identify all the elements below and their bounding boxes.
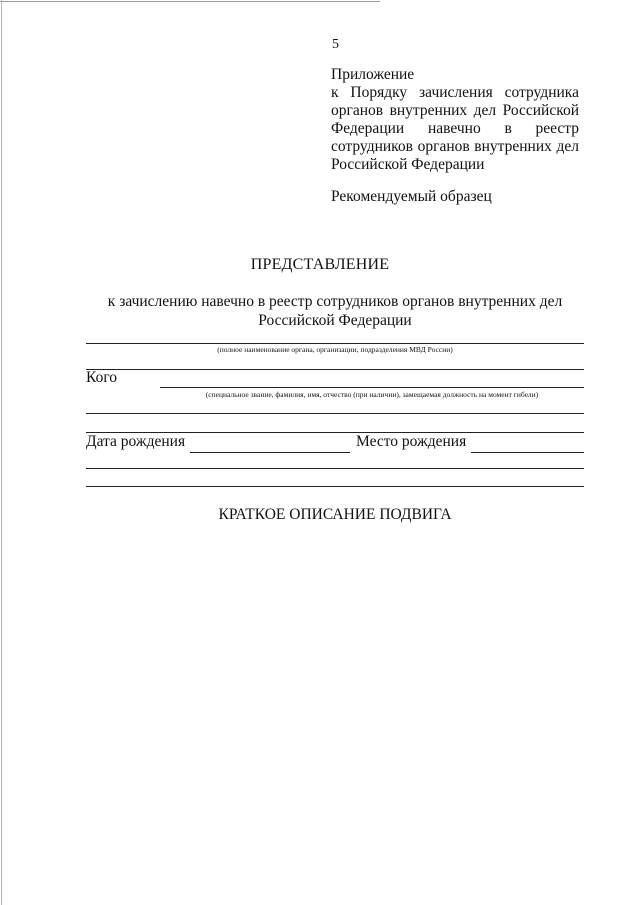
appendix-line: органов внутренних дел Российской: [331, 102, 579, 119]
whom-caption: (специальное звание, фамилия, имя, отчество (при наличии), замещаемая должность на момент гибели): [205, 390, 539, 399]
appendix-line: Федерации навечно в реестр: [331, 120, 579, 137]
whom-continuation-line[interactable]: [86, 413, 584, 414]
appendix-line: Приложение: [331, 66, 415, 83]
document-subtitle: к зачислению навечно в реестр сотрудников органов внутренних дел Российской Федерации: [107, 293, 563, 329]
appendix-block: [331, 66, 579, 174]
appendix-line: сотрудников органов внутренних дел: [331, 138, 579, 155]
birth-date-label: Дата рождения: [86, 433, 186, 450]
whom-label: Кого: [86, 369, 118, 386]
scan-top-edge-line: [0, 1, 380, 2]
birth-date-field-line[interactable]: [190, 452, 350, 453]
organ-name-caption: (полное наименование органа, организации, подразделения МВД России): [217, 345, 453, 354]
page-number: 5: [332, 37, 339, 52]
section-heading: КРАТКОЕ ОПИСАНИЕ ПОДВИГА: [218, 506, 452, 523]
appendix-line: Российской Федерации: [331, 156, 485, 173]
birth-place-label: Место рождения: [356, 433, 467, 450]
sample-note: Рекомендуемый образец: [331, 188, 492, 205]
birth-place-continuation-line[interactable]: [86, 468, 584, 469]
organ-name-field-line[interactable]: [86, 343, 584, 344]
scan-left-edge-line: [1, 0, 2, 905]
birth-place-continuation-line-2[interactable]: [86, 486, 584, 487]
whom-field-line[interactable]: [160, 387, 584, 388]
organ-name-continuation-line[interactable]: [86, 369, 584, 370]
appendix-line: к Порядку зачисления сотрудника: [331, 84, 579, 101]
birth-place-field-line[interactable]: [471, 452, 584, 453]
document-title: ПРЕДСТАВЛЕНИЕ: [250, 256, 390, 273]
